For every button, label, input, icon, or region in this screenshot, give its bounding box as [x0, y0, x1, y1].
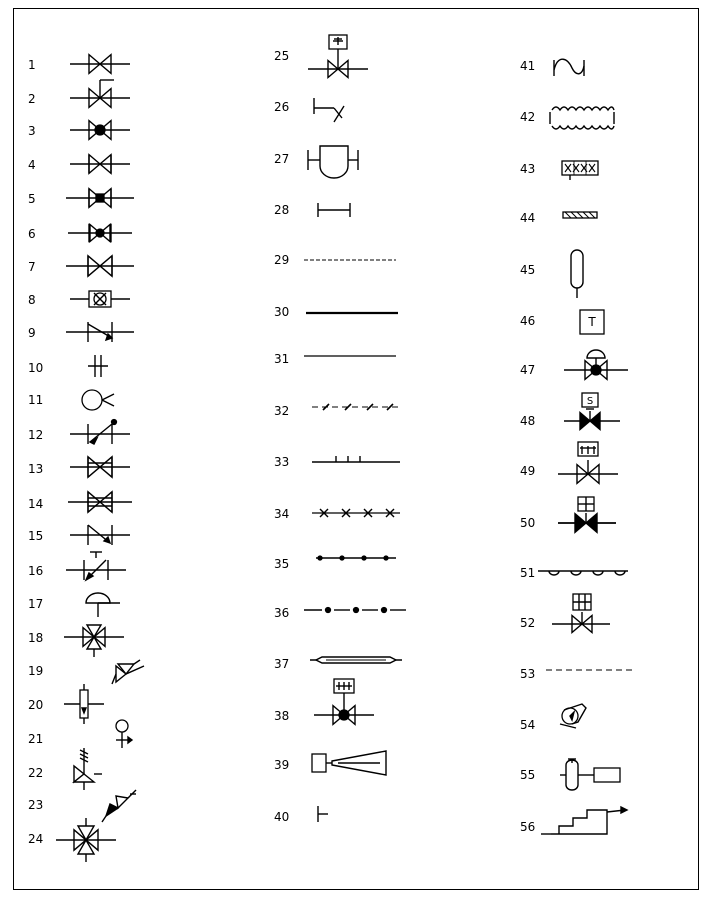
symbol-number-23: 23 — [28, 798, 44, 812]
symbol-number-27: 27 — [274, 152, 290, 166]
symbol-number-13: 13 — [28, 462, 44, 476]
symbol-number-51: 51 — [520, 566, 536, 580]
symbol-number-1: 1 — [28, 58, 36, 72]
symbol-number-40: 40 — [274, 810, 290, 824]
symbol-number-14: 14 — [28, 497, 44, 511]
symbol-number-38: 38 — [274, 709, 290, 723]
symbol-number-18: 18 — [28, 631, 44, 645]
symbol-48-solenoid-actuated-valve — [564, 393, 620, 430]
symbol-number-45: 45 — [520, 263, 536, 277]
symbol-number-26: 26 — [274, 100, 290, 114]
symbol-1-gate-valve — [70, 55, 130, 74]
symbol-49-motor-actuated-valve — [558, 442, 618, 483]
symbol-number-56: 56 — [520, 820, 536, 834]
symbol-35-electromagnetic-signal — [316, 556, 396, 560]
symbol-20-rotameter — [64, 684, 104, 724]
symbol-number-17: 17 — [28, 597, 44, 611]
symbol-44-steam-tracing — [563, 212, 597, 218]
symbol-19-angle-valve — [112, 660, 144, 684]
symbol-number-21: 21 — [28, 732, 44, 746]
symbol-16-relief-check-valve — [66, 552, 126, 580]
symbol-number-32: 32 — [274, 404, 290, 418]
symbol-number-6: 6 — [28, 227, 36, 241]
symbol-2-gate-valve-stem — [70, 80, 130, 107]
symbol-number-47: 47 — [520, 363, 536, 377]
symbol-number-34: 34 — [274, 507, 290, 521]
symbol-40-blind-end — [318, 806, 328, 822]
symbol-number-10: 10 — [28, 361, 44, 375]
symbol-number-43: 43 — [520, 162, 536, 176]
symbol-number-37: 37 — [274, 657, 290, 671]
symbol-26-hose-connection — [314, 98, 344, 122]
symbol-number-36: 36 — [274, 606, 290, 620]
symbol-45-vertical-vessel — [571, 250, 583, 298]
symbol-9-check-valve — [66, 322, 134, 342]
symbol-number-11: 11 — [28, 393, 44, 407]
symbol-number-50: 50 — [520, 516, 536, 530]
symbol-55-separator-with-box — [560, 759, 620, 790]
symbol-number-49: 49 — [520, 464, 536, 478]
symbol-25-solenoid-valve — [308, 35, 368, 78]
symbol-number-44: 44 — [520, 211, 536, 225]
symbol-37-jacketed-pipe — [310, 657, 402, 663]
symbol-number-46: 46 — [520, 314, 536, 328]
symbol-21-pressure-gauge — [116, 720, 132, 748]
symbol-13-angle-pattern-valve — [70, 457, 130, 477]
symbol-number-9: 9 — [28, 326, 36, 340]
symbol-number-22: 22 — [28, 766, 44, 780]
symbol-5-plug-valve — [66, 189, 134, 208]
symbol-number-3: 3 — [28, 124, 36, 138]
symbol-number-54: 54 — [520, 718, 536, 732]
symbol-46-trap — [580, 310, 604, 334]
symbol-number-42: 42 — [520, 110, 536, 124]
symbol-38-motor-operated-valve — [314, 679, 374, 724]
symbol-number-8: 8 — [28, 293, 36, 307]
svg-text:T: T — [588, 315, 596, 329]
symbol-52-electro-hydraulic-valve — [552, 594, 610, 633]
symbol-number-31: 31 — [274, 352, 290, 366]
symbol-number-29: 29 — [274, 253, 290, 267]
symbol-24-multiport-valve — [56, 818, 116, 862]
symbol-number-30: 30 — [274, 305, 290, 319]
symbol-number-4: 4 — [28, 158, 36, 172]
symbol-10-orifice-plate — [88, 355, 108, 377]
symbol-number-35: 35 — [274, 557, 290, 571]
symbol-42-expansion-joint — [550, 107, 614, 129]
symbol-8-butterfly-valve — [70, 291, 130, 307]
symbol-12-weighted-check-valve — [70, 420, 130, 445]
symbol-22-spring-relief-valve — [74, 748, 102, 790]
symbol-34-capillary-tube — [312, 509, 400, 517]
symbol-number-53: 53 — [520, 667, 536, 681]
symbol-6-diaphragm-valve — [68, 224, 132, 243]
symbol-47-diaphragm-actuated-valve — [564, 350, 628, 379]
symbol-17-hand-operator — [86, 593, 120, 617]
symbol-number-24: 24 — [28, 832, 44, 846]
symbol-50-piston-actuated-valve — [558, 497, 616, 532]
symbol-number-25: 25 — [274, 49, 290, 63]
symbol-number-12: 12 — [28, 428, 44, 442]
symbol-number-19: 19 — [28, 664, 44, 678]
symbol-number-48: 48 — [520, 414, 536, 428]
symbol-number-15: 15 — [28, 529, 44, 543]
symbol-11-strainer-loop — [82, 390, 114, 410]
symbol-4-globe-valve — [70, 155, 130, 174]
symbol-51-traced-line — [538, 571, 628, 575]
symbol-14-three-way-valve — [68, 492, 132, 512]
symbol-41-flexible-hose — [554, 59, 584, 76]
symbol-33-hydraulic-signal — [312, 456, 400, 462]
symbol-32-pneumatic-signal — [312, 404, 400, 410]
symbol-number-2: 2 — [28, 92, 36, 106]
symbol-number-39: 39 — [274, 758, 290, 772]
symbol-36-software-link — [304, 608, 406, 613]
symbol-15-stop-check-valve — [70, 525, 130, 545]
symbol-number-55: 55 — [520, 768, 536, 782]
symbol-number-5: 5 — [28, 192, 36, 206]
symbol-28-spool-piece — [318, 203, 350, 217]
symbol-43-electric-heat-tracing — [562, 161, 598, 180]
symbol-number-20: 20 — [28, 698, 44, 712]
symbol-number-52: 52 — [520, 616, 536, 630]
symbol-number-33: 33 — [274, 455, 290, 469]
symbol-18-four-way-valve — [64, 625, 124, 657]
symbol-3-ball-valve — [70, 121, 130, 140]
symbol-7-needle-valve — [66, 256, 134, 276]
symbol-39-reducer-nozzle — [312, 751, 386, 775]
symbol-number-7: 7 — [28, 260, 36, 274]
symbol-27-tank-end-cap — [308, 146, 358, 178]
symbol-56-stairs-step — [541, 807, 627, 834]
symbol-number-28: 28 — [274, 203, 290, 217]
symbol-23-angle-relief-valve — [102, 790, 136, 822]
symbol-54-centrifugal-pump — [560, 704, 586, 728]
symbol-number-16: 16 — [28, 564, 44, 578]
symbol-number-41: 41 — [520, 59, 536, 73]
svg-text:S: S — [586, 396, 594, 407]
